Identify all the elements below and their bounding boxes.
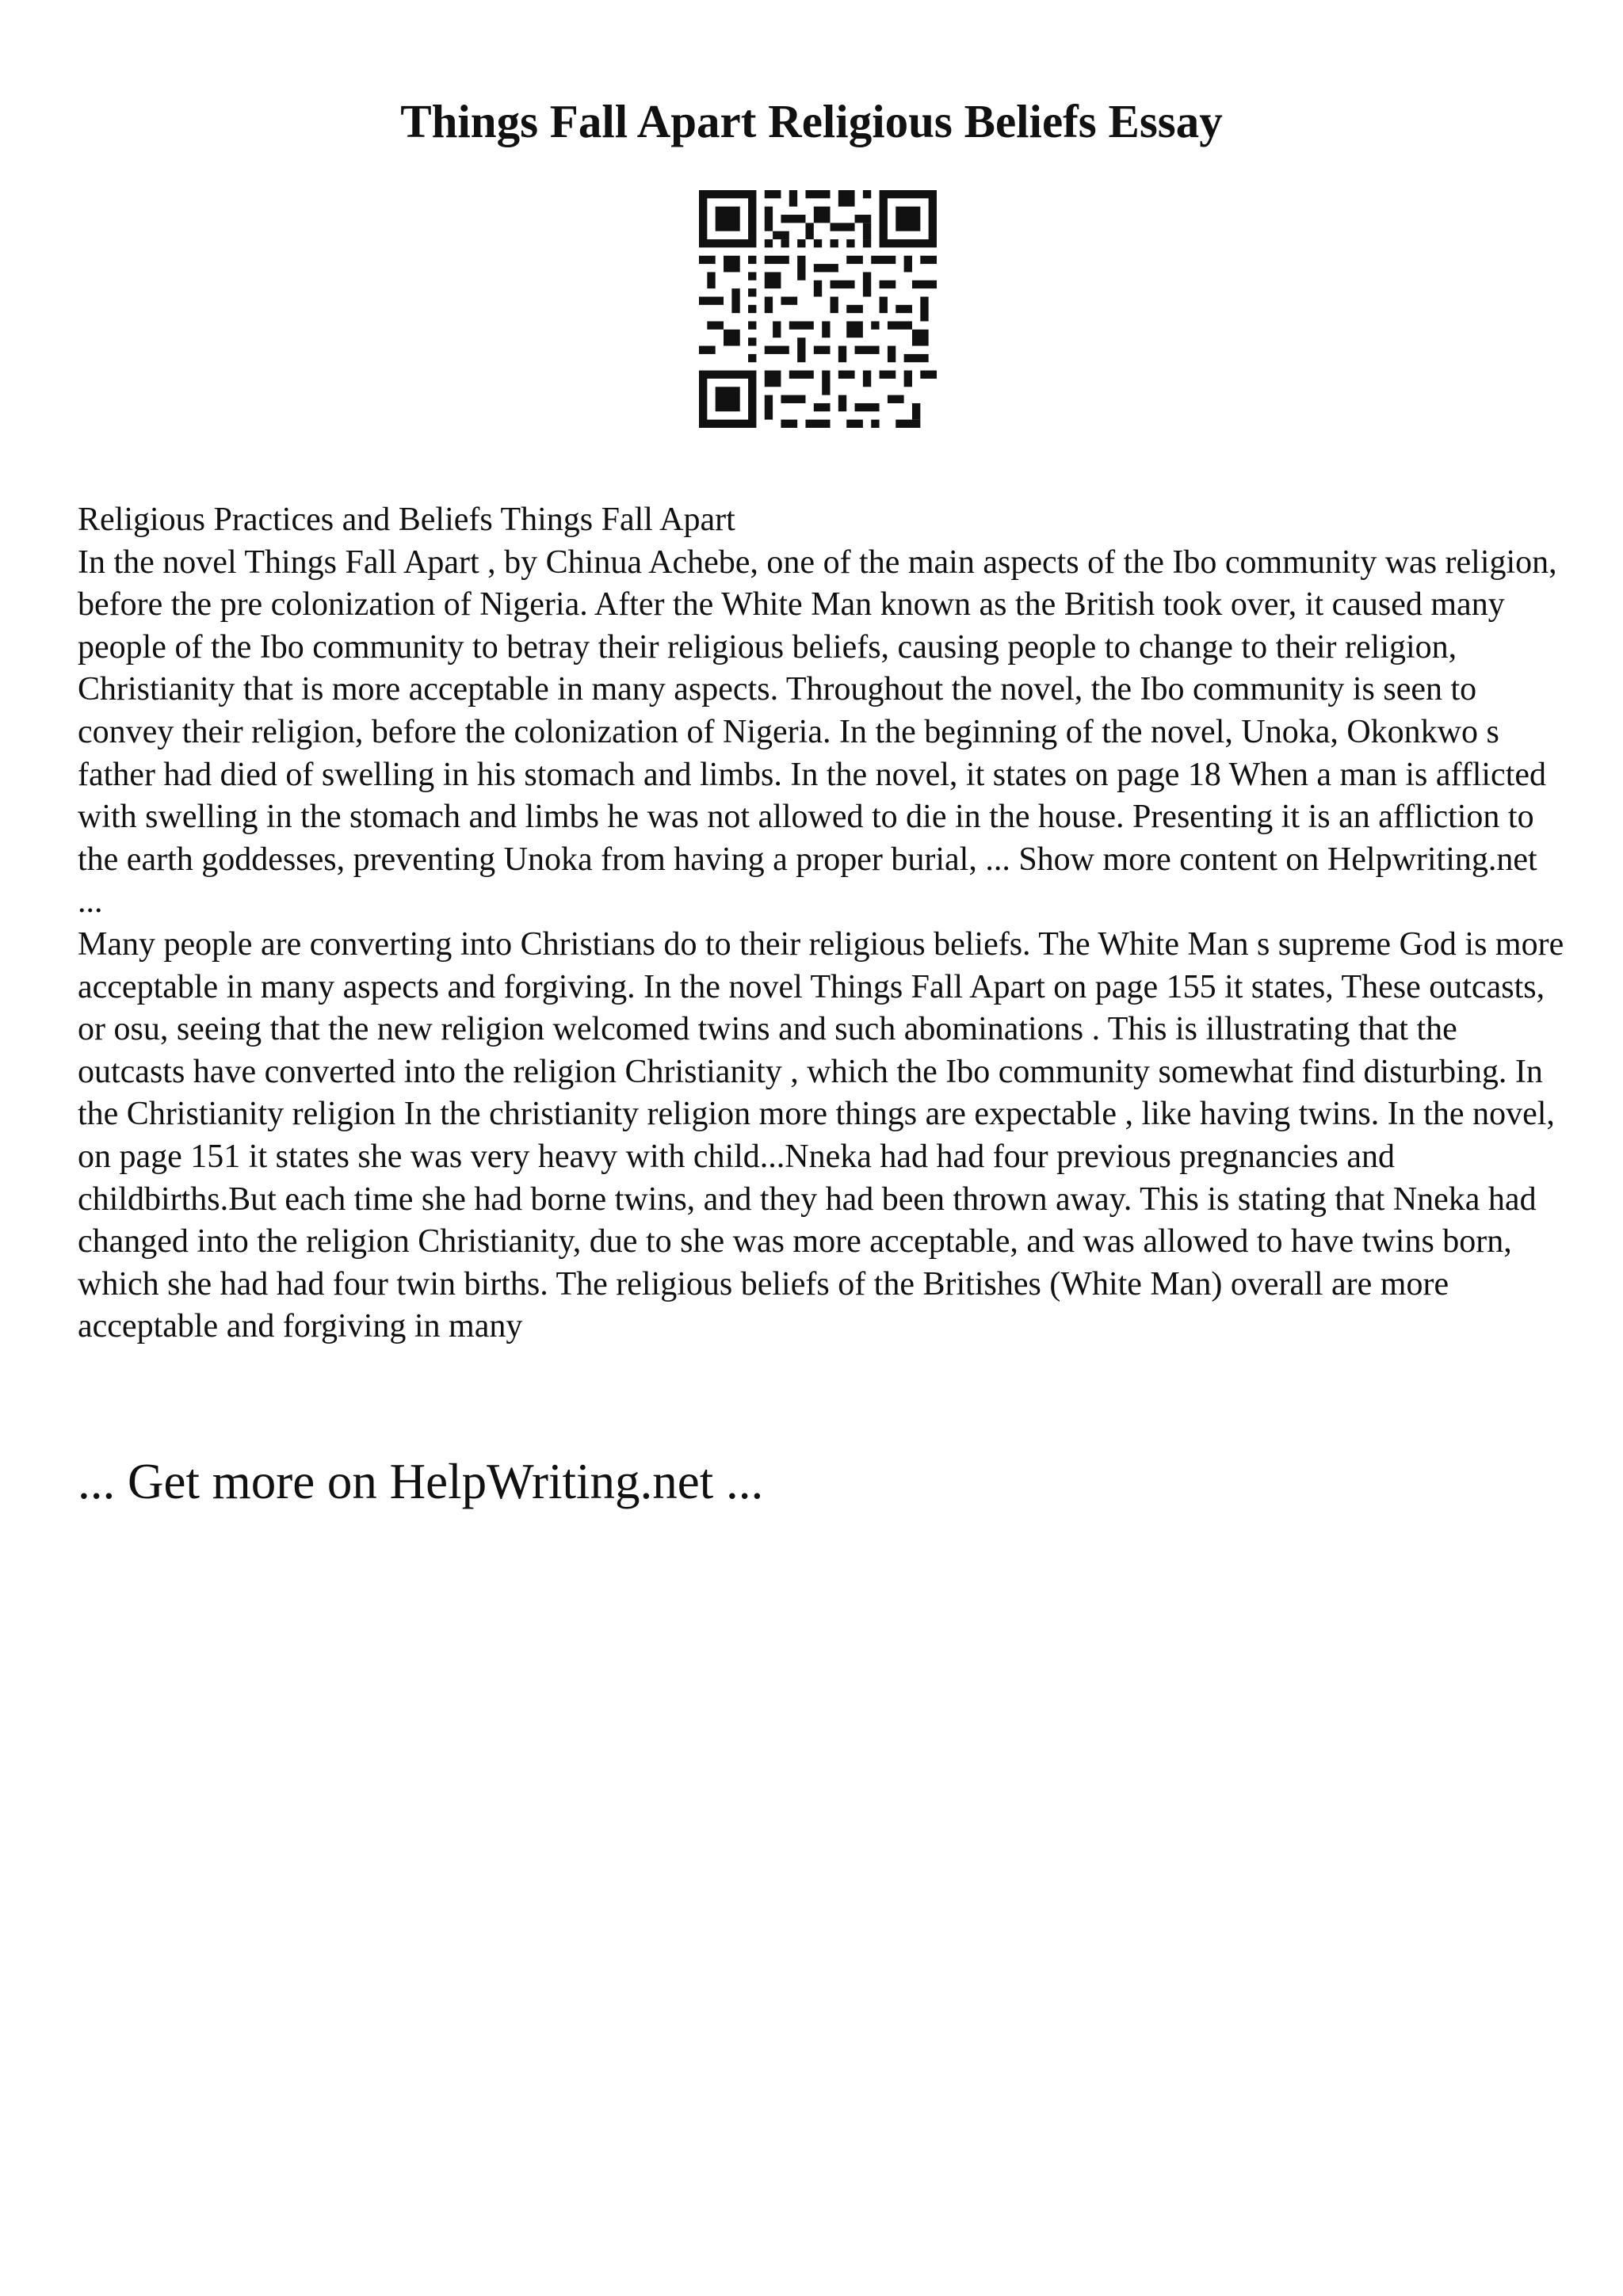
essay-body xyxy=(78,499,1568,1348)
qr-code-icon xyxy=(699,190,937,428)
essay-paragraph-1: In the novel Things Fall Apart , by Chinua Achebe, one of the main aspects of the Ibo community was religion, before the pre colonization of Nigeria. After the White Man known as the British took over, it caused many people of the Ibo community to betray their religious beliefs, causing people to change to their religion, Christianity that is more acceptable in many aspects. Throughout the novel, the Ibo community is seen to convey their religion, before the colonization of Nigeria. In the beginning of the novel, Unoka, Okonkwo s father had died of swelling in his stomach and limbs. In the novel, it states on page 18 When a man is afflicted with swelling in the stomach and limbs he was not allowed to die in the house. Presenting it is an affliction to the earth goddesses, preventing Unoka from having a proper burial, ... Show more content on Helpwriting.net ... xyxy=(78,543,1557,921)
qr-code-graphic xyxy=(699,190,937,428)
get-more-link[interactable]: ... Get more on HelpWriting.net ... xyxy=(78,1454,764,1509)
essay-heading: Religious Practices and Beliefs Things Fall Apart xyxy=(78,502,735,538)
document-title: Things Fall Apart Religious Beliefs Essay xyxy=(400,95,1223,147)
essay-paragraph-2: Many people are converting into Christians do to their religious beliefs. The White Man s supreme God is more acceptable in many aspects and forgiving. In the novel Things Fall Apart on page 155 it states, These outcasts, or osu, seeing that the new religion welcomed twins and such abominations . This is illustrating that the outcasts have converted into the religion Christianity , which the Ibo community somewhat find disturbing. In the Christianity religion In the christianity religion more things are expectable , like having twins. In the novel, on page 151 it states she was very heavy with child...Nneka had had four previous pregnancies and childbirths.But each time she had borne twins, and they had been thrown away. This is stating that Nneka had changed into the religion Christianity, due to she was more acceptable, and was allowed to have twins born, which she had had four twin births. The religious beliefs of the Britishes (White Man) overall are more acceptable and forgiving in many xyxy=(78,925,1564,1345)
